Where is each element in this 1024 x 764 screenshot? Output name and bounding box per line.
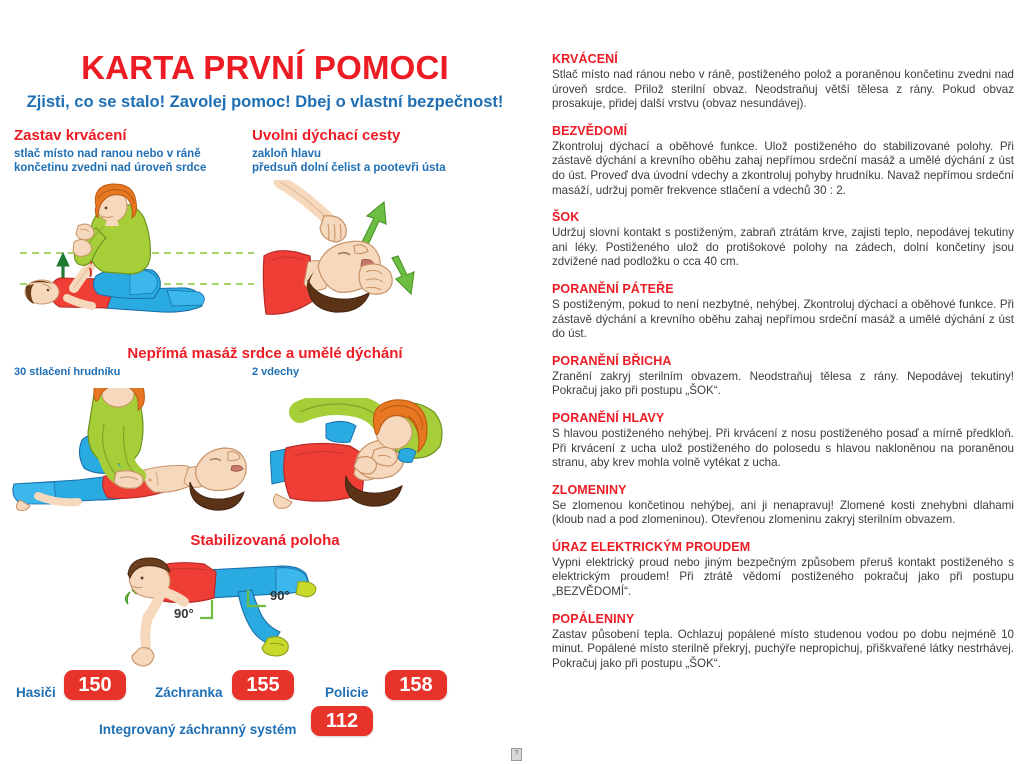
section-body: Zkontroluj dýchací a oběhové funkce. Ulož postiženého do stabilizované polohy. Při zástavě dýchání a krevního oběhu zahaj nepřímou srdeční masáž a umělé dýchání z úst do úst. Proveď dva úvodní vdechy a zkontroluj pohyby hrudníku. Navaž nepřímou srdeční masáží, udržuj poměr frekvence stlačení a vdechů 30 : 2.	[552, 139, 1014, 197]
illustration-rescue-breaths	[270, 398, 520, 530]
section-title: PORANĚNÍ BŘICHA	[552, 353, 672, 368]
section-body: Udržuj slovní kontakt s postiženým, zabraň ztrátám krve, zajisti teplo, nepodávej tekutiny ani léky. Postiženého ulož do protišokové polohy na zádech, dolní končetiny jsou zdvižené nad podložku o cca 40 cm.	[552, 226, 1014, 269]
recovery-angle-label-1: 90°	[174, 606, 194, 621]
section-title: ZLOMENINY	[552, 482, 627, 497]
illustration-open-airway	[262, 180, 512, 340]
section-body: Zastav působení tepla. Ochlazuj popálené místo studenou vodou po dobu nejméně 10 minut. Popálené místo sterilně překryj, puchýře nepropichuj, přiškvařené látky nestrhávej. Pokračuj jako při postupu „ŠOK“.	[552, 627, 1014, 670]
section-zlomeniny	[552, 483, 1014, 528]
emergency-badge-ambulance[interactable]: 155	[232, 670, 294, 700]
step-line-stop-bleeding-2: končetinu zvedni nad úroveň srdce	[14, 162, 207, 174]
section-body: Vypni elektrický proud nebo jiným bezpečným způsobem přeruš kontakt postiženého s elektrickým proudem! Při ztrátě vědomí postiženého pokračuj jako při postupu „BEZVĚDOMÍ“.	[552, 555, 1014, 599]
emergency-badge-fire[interactable]: 150	[64, 670, 126, 700]
section-body: Se zlomenou končetinou nehýbej, ani ji nenapravuj! Zlomené kosti znehybni dlahami (kloub nad a pod zlomeninou). Otevřenou zlomeninu zakryj sterilním obvazem.	[552, 498, 1014, 527]
cpr-label-breaths: 2 vdechy	[252, 366, 300, 378]
section-title: ÚRAZ ELEKTRICKÝM PROUDEM	[552, 539, 751, 554]
section-popaleniny	[552, 612, 1014, 672]
step-line-open-airway-2: předsuň dolní čelist a pootevři ústa	[252, 162, 446, 174]
section-title: POPÁLENINY	[552, 611, 635, 626]
recovery-angle-label-2: 90°	[270, 588, 290, 603]
emergency-label-ambulance: Záchranka	[155, 685, 223, 700]
section-body: S postiženým, pokud to není nezbytné, nehýbej. Zkontroluj dýchací a oběhové funkce. Při zástavě dýchání a krevního oběhu zahaj nepřímou srdeční masáž a umělé dýchání z úst do úst.	[552, 297, 1014, 341]
section-title: BEZVĚDOMÍ	[552, 123, 628, 138]
emergency-label-integrated: Integrovaný záchranný systém	[99, 722, 297, 737]
illustration-chest-compressions	[8, 388, 273, 528]
section-title: PORANĚNÍ PÁTEŘE	[552, 281, 674, 296]
section-body: Stlač místo nad ránou nebo v ráně, postiženého polož a poraněnou končetinu zvedni nad úroveň srdce. Přilož sterilní obvaz. Neodstraňuj větší tělesa z rány. Pokud obvaz prosakuje, přidej další vrstvu (obvaz nesundávej).	[552, 68, 1014, 111]
section-body: S hlavou postiženého nehýbej. Při krvácení z nosu postiženého posaď a mírně předkloň. Při krvácení z ucha ulož postiženého do polosedu s hlavou nakloněnou na poraněnou stranu, aby krev mohla volně vytékat z ucha.	[552, 426, 1014, 470]
section-bezvedomi	[552, 124, 1014, 198]
recovery-position-heading: Stabilizovaná poloha	[190, 532, 340, 549]
section-uraz-elektrickym-proudem	[552, 540, 1014, 600]
illustration-stop-bleeding	[12, 180, 262, 340]
step-heading-open-airway: Uvolni dýchací cesty	[252, 127, 401, 144]
section-poraneni-hlavy	[552, 411, 1014, 471]
section-body: Zranění zakryj sterilním obvazem. Neodstraňuj tělesa z rány. Nepodávej tekutiny! Pokračuj jako při postupu „ŠOK“.	[552, 369, 1014, 398]
right-column	[552, 0, 1014, 683]
section-title: PORANĚNÍ HLAVY	[552, 410, 665, 425]
section-krvaceni	[552, 52, 1014, 112]
page-subtitle: Zjisti, co se stalo! Zavolej pomoc! Dbej o vlastní bezpečnost!	[26, 93, 504, 111]
step-heading-stop-bleeding: Zastav krvácení	[14, 127, 127, 144]
emergency-label-fire: Hasiči	[16, 685, 56, 700]
broken-image-icon: ?	[511, 748, 522, 761]
section-sok	[552, 210, 1014, 270]
section-title: KRVÁCENÍ	[552, 52, 618, 66]
emergency-badge-police[interactable]: 158	[385, 670, 447, 700]
illustration-recovery-position	[100, 556, 325, 674]
section-title: ŠOK	[552, 210, 580, 225]
cpr-heading: Nepřímá masáž srdce a umělé dýchání	[127, 345, 403, 362]
section-poraneni-bricha	[552, 354, 1014, 399]
cpr-label-compressions: 30 stlačení hrudníku	[14, 366, 121, 378]
step-line-open-airway-1: zakloň hlavu	[252, 148, 322, 160]
emergency-label-police: Policie	[325, 685, 369, 700]
section-poraneni-patere	[552, 282, 1014, 342]
step-line-stop-bleeding-1: stlač místo nad ranou nebo v ráně	[14, 148, 201, 160]
emergency-badge-integrated[interactable]: 112	[311, 706, 373, 736]
page-title: KARTA PRVNÍ POMOCI	[81, 49, 449, 86]
